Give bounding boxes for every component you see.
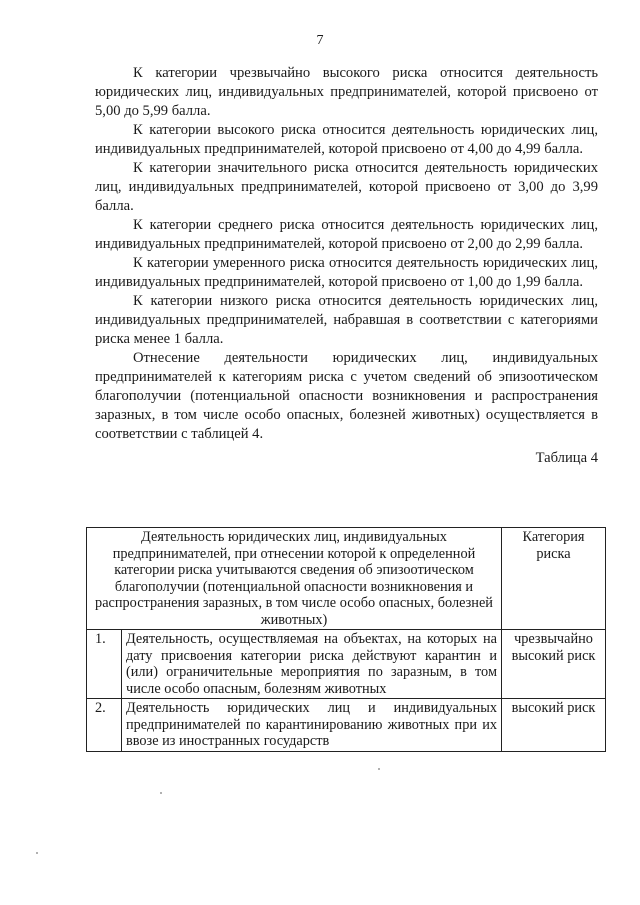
row-description: Деятельность юридических лиц и индивидуальных предпринимателей по карантинированию животных при их ввозе из иностранных государств <box>122 699 502 752</box>
table-row <box>87 699 606 752</box>
table-header-category: Категория риска <box>502 528 606 630</box>
table-header-row <box>87 528 606 630</box>
paragraph-low-risk: К категории низкого риска относится деятельность юридических лиц, индивидуальных предпринимателей, набравшая в соответствии с категориями риска менее 1 балла. <box>95 293 598 347</box>
scan-speck <box>36 852 38 854</box>
paragraph-extremely-high-risk: К категории чрезвычайно высокого риска относится деятельность юридических лиц, индивидуальных предпринимателей, которой присвоено от 5,00 до 5,99 балла. <box>95 65 598 119</box>
page-number: 7 <box>316 33 324 48</box>
scan-speck <box>378 768 380 770</box>
row-description: Деятельность, осуществляемая на объектах, на которых на дату присвоения категории риска действуют карантин и (или) ограничительные мероприятия по заразным, в том числе особо опасным, болезням животных <box>122 630 502 699</box>
table-caption: Таблица 4 <box>535 450 598 466</box>
scan-speck <box>160 792 162 794</box>
table-header-activity: Деятельность юридических лиц, индивидуальных предпринимателей, при отнесении которой к определенной категории риска учитываются сведения об эпизоотическом благополучии (потенциальной опасности возникновения и распространения заразных, в том числе особо опасных, болезней животных) <box>87 528 502 630</box>
paragraph-moderate-risk: К категории умеренного риска относится деятельность юридических лиц, индивидуальных предпринимателей, которой присвоено от 1,00 до 1,99 балла. <box>95 255 598 290</box>
paragraph-table-reference: Отнесение деятельности юридических лиц, индивидуальных предпринимателей к категориям риска с учетом сведений об эпизоотическом благополучии (потенциальной опасности возникновения и распространения заразных, в том числе особо опасных, болезней животных) осуществляется в соответствии с таблицей 4. <box>95 350 598 442</box>
risk-table <box>86 527 606 752</box>
document-body <box>95 64 598 474</box>
table-row <box>87 630 606 699</box>
row-number: 2. <box>87 699 122 752</box>
paragraph-significant-risk: К категории значительного риска относится деятельность юридических лиц, индивидуальных предпринимателей, которой присвоено от 3,00 до 3,99 балла. <box>95 160 598 214</box>
paragraph-medium-risk: К категории среднего риска относится деятельность юридических лиц, индивидуальных предпринимателей, которой присвоено от 2,00 до 2,99 балла. <box>95 217 598 252</box>
row-number: 1. <box>87 630 122 699</box>
row-category: чрезвычайно высокий риск <box>502 630 606 699</box>
row-category: высокий риск <box>502 699 606 752</box>
paragraph-high-risk: К категории высокого риска относится деятельность юридических лиц, индивидуальных предпринимателей, которой присвоено от 4,00 до 4,99 балла. <box>95 122 598 157</box>
